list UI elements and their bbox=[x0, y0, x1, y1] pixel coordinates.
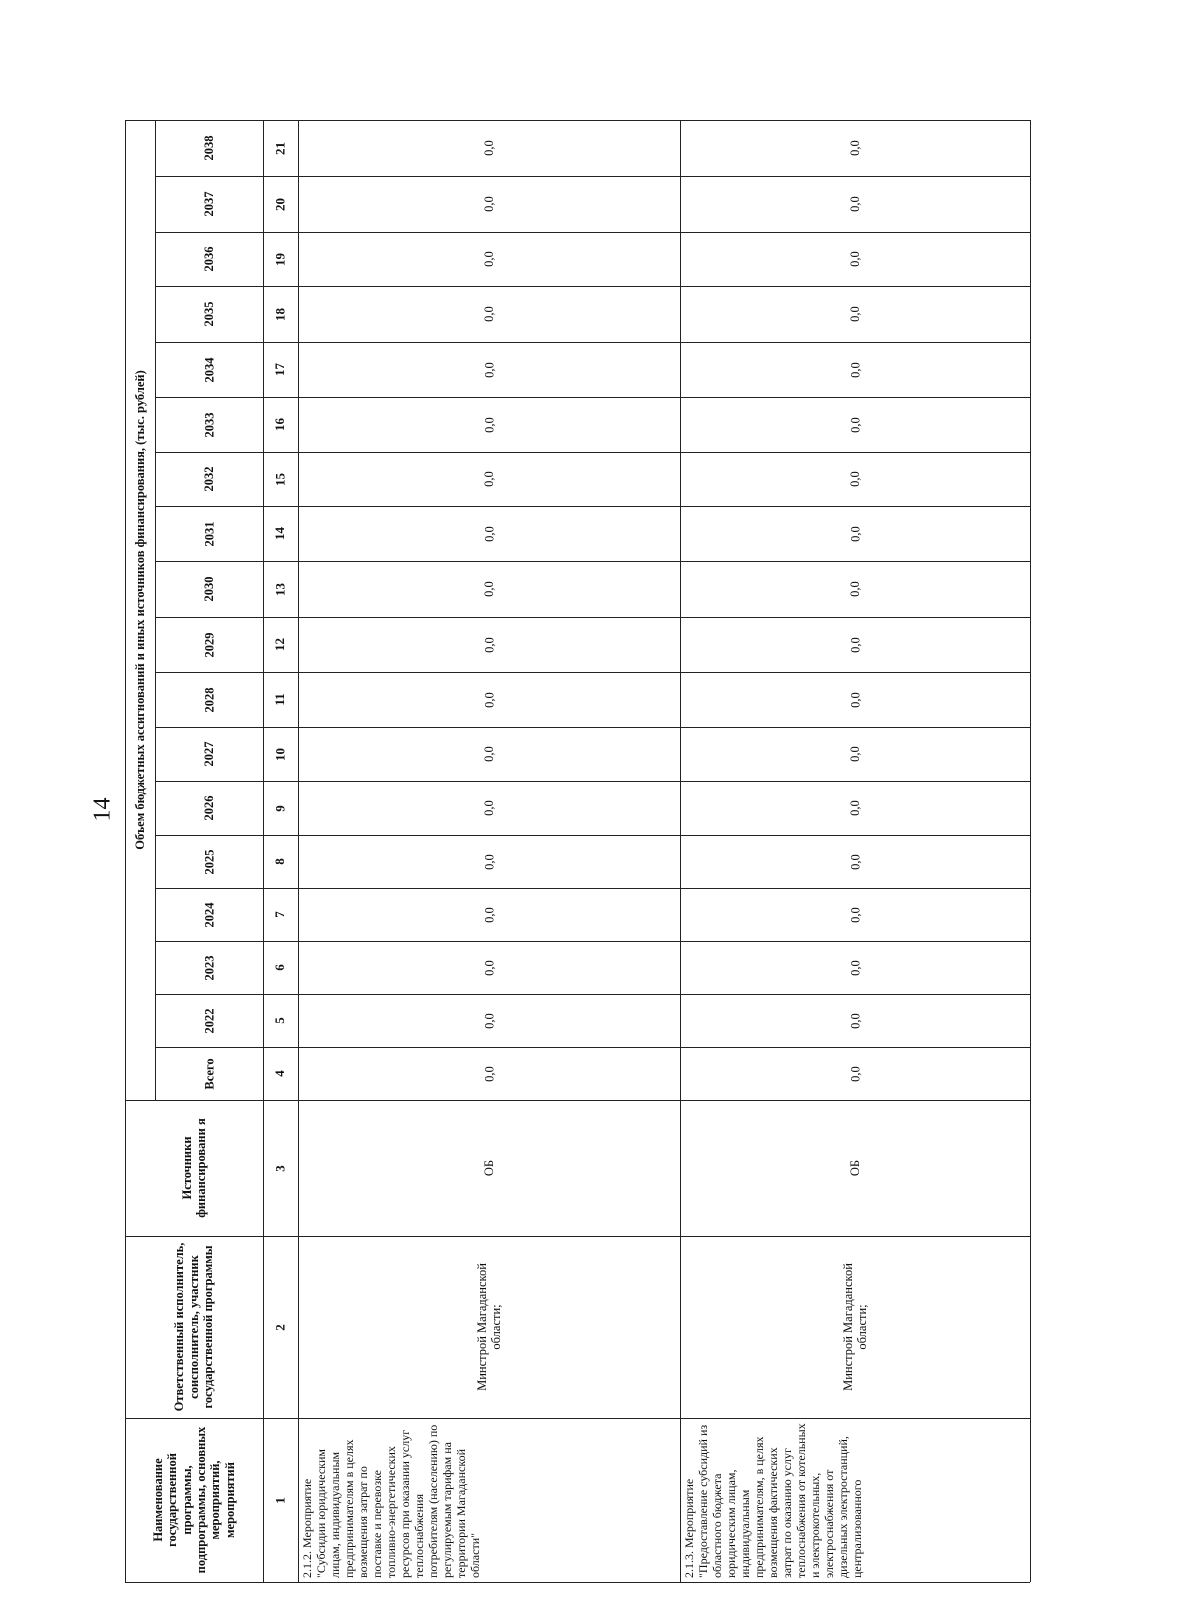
header-year-2035-cell bbox=[155, 286, 263, 342]
page-number: 14 bbox=[89, 797, 116, 822]
row-1-value-6: 0,0 bbox=[481, 959, 496, 976]
row-2-value-20: 0,0 bbox=[847, 196, 862, 212]
header-year-2038: 2038 bbox=[201, 135, 216, 161]
row-1-value-10: 0,0 bbox=[481, 746, 496, 762]
row-1-value-10-cell bbox=[298, 727, 680, 781]
row-2-value-21: 0,0 bbox=[847, 140, 862, 156]
row-1-value-20: 0,0 bbox=[481, 196, 496, 212]
header-year-2027: 2027 bbox=[201, 741, 216, 767]
column-number-6-cell bbox=[263, 941, 298, 994]
header-year-2023-cell bbox=[155, 941, 263, 994]
table-border-bottom bbox=[125, 1582, 1030, 1583]
row-2-value-15-cell bbox=[680, 452, 1030, 506]
header-year-2024: 2024 bbox=[201, 902, 216, 927]
header-year-2030: 2030 bbox=[201, 576, 216, 602]
row-1-value-14-cell bbox=[298, 506, 680, 561]
header-year-2023: 2023 bbox=[201, 955, 216, 980]
column-number-10: 10 bbox=[272, 747, 288, 761]
header-source-col: Источники финансировани я bbox=[179, 1118, 208, 1218]
row-1-value-19-cell bbox=[298, 232, 680, 286]
header-name-col: Наименование государственной программы, подпрограммы, основных мероприятий, мероприятий bbox=[150, 1426, 237, 1574]
row-1-value-19: 0,0 bbox=[481, 251, 496, 267]
column-number-8-cell bbox=[263, 835, 298, 888]
header-name-col-cell bbox=[125, 1418, 263, 1582]
column-number-12-cell bbox=[263, 617, 298, 672]
header-year-2035: 2035 bbox=[201, 301, 216, 327]
column-number-15: 15 bbox=[272, 472, 288, 486]
row-2-value-20-cell bbox=[680, 176, 1030, 232]
column-number-4: 4 bbox=[272, 1070, 288, 1077]
row-2-value-15: 0,0 bbox=[847, 471, 862, 487]
column-number-5-cell bbox=[263, 994, 298, 1047]
column-number-10-cell bbox=[263, 727, 298, 781]
header-year-2037-cell bbox=[155, 176, 263, 232]
column-number-11: 11 bbox=[272, 693, 288, 706]
column-number-11-cell bbox=[263, 672, 298, 727]
row-1-value-7: 0,0 bbox=[481, 906, 496, 923]
header-funding-group-cell bbox=[125, 120, 155, 1100]
row-2-value-18-cell bbox=[680, 286, 1030, 342]
column-number-17: 17 bbox=[272, 363, 288, 376]
header-year-2024-cell bbox=[155, 888, 263, 941]
row-2-value-10-cell bbox=[680, 727, 1030, 781]
column-number-19-cell bbox=[263, 232, 298, 286]
column-number-2: 2 bbox=[272, 1323, 288, 1331]
row-2-value-7-cell bbox=[680, 888, 1030, 941]
header-year-2032: 2032 bbox=[201, 466, 216, 492]
row-1-value-9: 0,0 bbox=[481, 800, 496, 816]
column-number-18-cell bbox=[263, 286, 298, 342]
header-source-col-cell bbox=[125, 1100, 263, 1236]
header-year-2028: 2028 bbox=[201, 687, 216, 712]
column-number-4-cell bbox=[263, 1047, 298, 1100]
row-1-value-4-cell bbox=[298, 1047, 680, 1100]
row-2-value-13-cell bbox=[680, 561, 1030, 617]
row-2-value-5-cell bbox=[680, 994, 1030, 1047]
row-1-value-11-cell bbox=[298, 672, 680, 727]
column-number-13-cell bbox=[263, 561, 298, 617]
row-2-executor-cell bbox=[680, 1236, 1030, 1418]
column-number-7-cell bbox=[263, 888, 298, 941]
header-year-2036: 2036 bbox=[201, 246, 216, 272]
row-2-name: 2.1.3. Мероприятие "Предоставление субсидий из областного бюджета юридическим лицам, индивидуальным предпринимателям, в целях возмещения фактических затрат по оказанию услуг теплоснабжения от котельных и электрокотельных, электроснабжения от дизельных электростанций, централизованного bbox=[682, 1423, 865, 1578]
row-1-value-17: 0,0 bbox=[481, 361, 496, 378]
row-2-value-4-cell bbox=[680, 1047, 1030, 1100]
column-number-3-cell bbox=[263, 1100, 298, 1236]
column-number-1: 1 bbox=[272, 1496, 288, 1504]
column-number-12: 12 bbox=[272, 638, 288, 651]
header-year-2028-cell bbox=[155, 672, 263, 727]
header-year-2033: 2033 bbox=[201, 412, 216, 437]
row-1-value-20-cell bbox=[298, 176, 680, 232]
column-number-7: 7 bbox=[272, 911, 288, 918]
header-year-2034: 2034 bbox=[201, 357, 216, 382]
row-2-value-18: 0,0 bbox=[847, 306, 862, 322]
header-year-2034-cell bbox=[155, 342, 263, 397]
header-year-2031: 2031 bbox=[201, 521, 216, 546]
row-2-value-11: 0,0 bbox=[847, 691, 862, 708]
header-year-2030-cell bbox=[155, 561, 263, 617]
row-1-value-17-cell bbox=[298, 342, 680, 397]
column-number-6: 6 bbox=[272, 964, 288, 971]
row-2-value-8-cell bbox=[680, 835, 1030, 888]
row-1-value-6-cell bbox=[298, 941, 680, 994]
column-number-2-cell bbox=[263, 1236, 298, 1418]
header-year-2022: 2022 bbox=[201, 1008, 216, 1033]
header-year-2037: 2037 bbox=[201, 191, 216, 217]
header-year-2027-cell bbox=[155, 727, 263, 781]
row-2-value-12-cell bbox=[680, 617, 1030, 672]
row-1-value-16: 0,0 bbox=[481, 416, 496, 433]
header-executor-col-cell bbox=[125, 1236, 263, 1418]
row-2-value-8: 0,0 bbox=[847, 853, 862, 870]
row-2-value-12: 0,0 bbox=[847, 636, 862, 653]
row-2-name-cell bbox=[680, 1418, 1030, 1582]
column-number-5: 5 bbox=[272, 1017, 288, 1024]
header-year-2038-cell bbox=[155, 120, 263, 176]
row-1-executor: Минстрой Магаданской области; bbox=[474, 1263, 503, 1391]
column-number-3: 3 bbox=[272, 1164, 288, 1172]
column-number-16-cell bbox=[263, 397, 298, 452]
row-1-value-15-cell bbox=[298, 452, 680, 506]
header-year-2031-cell bbox=[155, 506, 263, 561]
row-1-value-7-cell bbox=[298, 888, 680, 941]
column-number-18: 18 bbox=[272, 307, 288, 321]
row-1-name-cell bbox=[298, 1418, 680, 1582]
row-2-value-5: 0,0 bbox=[847, 1012, 862, 1029]
header-year-2033-cell bbox=[155, 397, 263, 452]
row-1-value-8: 0,0 bbox=[481, 853, 496, 870]
row-2-value-11-cell bbox=[680, 672, 1030, 727]
row-1-value-4: 0,0 bbox=[481, 1065, 496, 1082]
row-2-value-16: 0,0 bbox=[847, 416, 862, 433]
row-1-source-cell bbox=[298, 1100, 680, 1236]
column-number-21: 21 bbox=[272, 141, 288, 155]
header-year-2029-cell bbox=[155, 617, 263, 672]
row-1-value-15: 0,0 bbox=[481, 471, 496, 487]
column-number-14: 14 bbox=[272, 527, 288, 540]
row-1-value-18-cell bbox=[298, 286, 680, 342]
header-year-2025-cell bbox=[155, 835, 263, 888]
column-number-17-cell bbox=[263, 342, 298, 397]
row-2-value-17-cell bbox=[680, 342, 1030, 397]
column-number-19: 19 bbox=[272, 252, 288, 266]
row-2-value-19: 0,0 bbox=[847, 251, 862, 267]
row-1-source: ОБ bbox=[481, 1159, 496, 1177]
row-1-value-5-cell bbox=[298, 994, 680, 1047]
header-year-2022-cell bbox=[155, 994, 263, 1047]
row-1-value-21-cell bbox=[298, 120, 680, 176]
column-number-16: 16 bbox=[272, 418, 288, 431]
header-year-2036-cell bbox=[155, 232, 263, 286]
row-1-value-8-cell bbox=[298, 835, 680, 888]
column-number-20-cell bbox=[263, 176, 298, 232]
row-2-value-14: 0,0 bbox=[847, 525, 862, 542]
row-2-source-cell bbox=[680, 1100, 1030, 1236]
row-2-value-7: 0,0 bbox=[847, 906, 862, 923]
row-2-value-6: 0,0 bbox=[847, 959, 862, 976]
column-number-9: 9 bbox=[272, 804, 288, 812]
column-number-21-cell bbox=[263, 120, 298, 176]
row-2-value-9-cell bbox=[680, 781, 1030, 835]
row-1-value-5: 0,0 bbox=[481, 1012, 496, 1029]
row-2-value-16-cell bbox=[680, 397, 1030, 452]
column-number-8: 8 bbox=[272, 858, 288, 865]
row-2-value-6-cell bbox=[680, 941, 1030, 994]
column-number-1-cell bbox=[263, 1418, 298, 1582]
header-year-2032-cell bbox=[155, 452, 263, 506]
row-1-value-11: 0,0 bbox=[481, 691, 496, 708]
row-2-value-14-cell bbox=[680, 506, 1030, 561]
column-number-14-cell bbox=[263, 506, 298, 561]
row-2-value-19-cell bbox=[680, 232, 1030, 286]
row-2-value-13: 0,0 bbox=[847, 581, 862, 597]
row-1-value-13: 0,0 bbox=[481, 581, 496, 597]
row-1-value-12: 0,0 bbox=[481, 636, 496, 653]
row-2-value-10: 0,0 bbox=[847, 746, 862, 762]
table-border-right bbox=[1030, 120, 1031, 1582]
row-2-value-9: 0,0 bbox=[847, 800, 862, 816]
row-1-executor-cell bbox=[298, 1236, 680, 1418]
row-1-value-18: 0,0 bbox=[481, 306, 496, 322]
column-number-20: 20 bbox=[272, 197, 288, 211]
row-2-source: ОБ bbox=[847, 1159, 862, 1177]
header-total: Всего bbox=[201, 1057, 216, 1090]
column-number-13: 13 bbox=[272, 582, 288, 596]
header-year-2026-cell bbox=[155, 781, 263, 835]
header-year-2026: 2026 bbox=[201, 795, 216, 821]
header-year-2029: 2029 bbox=[201, 632, 216, 657]
row-1-value-13-cell bbox=[298, 561, 680, 617]
row-2-executor: Минстрой Магаданской области; bbox=[840, 1263, 869, 1391]
header-total-cell bbox=[155, 1047, 263, 1100]
row-1-value-21: 0,0 bbox=[481, 140, 496, 156]
row-2-value-4: 0,0 bbox=[847, 1065, 862, 1082]
row-1-value-9-cell bbox=[298, 781, 680, 835]
row-1-value-16-cell bbox=[298, 397, 680, 452]
column-number-15-cell bbox=[263, 452, 298, 506]
header-funding-group: Объем бюджетных ассигнований и иных источников финансирования, (тыс. рублей) bbox=[132, 370, 147, 850]
row-1-name: 2.1.2. Мероприятие "Субсидии юридическим лицам, индивидуальным предпринимателям в целях возмещения затрат по поставке и перевозке топливно-энергетических ресурсов при оказании услуг теплоснабжения потребителям (населению) по регулируемым тарифам на территории Магаданской области" bbox=[300, 1424, 483, 1578]
row-2-value-17: 0,0 bbox=[847, 361, 862, 378]
header-executor-col: Ответственный исполнитель, соисполнитель, участник государственной программы bbox=[172, 1242, 216, 1412]
header-year-2025: 2025 bbox=[201, 849, 216, 874]
row-1-value-14: 0,0 bbox=[481, 525, 496, 542]
row-1-value-12-cell bbox=[298, 617, 680, 672]
row-2-value-21-cell bbox=[680, 120, 1030, 176]
column-number-9-cell bbox=[263, 781, 298, 835]
